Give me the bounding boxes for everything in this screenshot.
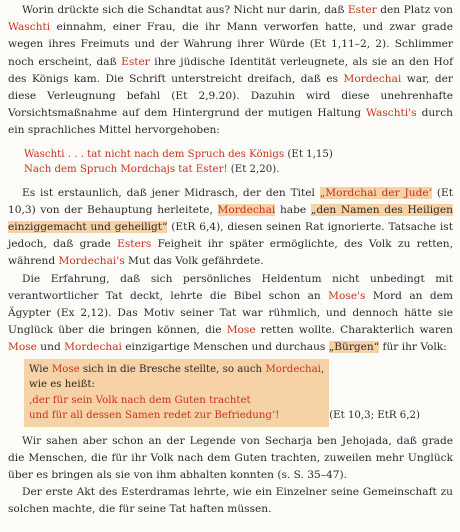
paragraph-5: Der erste Akt des Esterdramas lehrte, wie ein Einzelner seine Gemeinschaft zu solchen machte, die für seine Tat haften müssen. — [8, 486, 453, 516]
paragraph-2 — [8, 185, 453, 271]
text-run: Mut das Volk gefährdete. — [124, 255, 264, 268]
text-run: einnahm, einer Frau, die ihr Mann verworfen hatte, und zwar grade wegen ihres Freimuts und der Wahrung ihrer Würde (Et 1,11–2, 2). Schlimmer noch erscheint, daß — [8, 21, 453, 68]
text-run: (Et 10,3) von der Behauptung herleitete, — [8, 186, 453, 216]
text-run: , — [320, 363, 325, 375]
name-mordechai: Mordechai's — [58, 255, 125, 268]
text-run: einzigartige Menschen und durchaus — [121, 341, 329, 354]
name-waschti: Waschti — [8, 21, 51, 34]
text-run: Wie — [29, 363, 52, 375]
text-run: und — [36, 341, 65, 354]
name-ester: Ester — [347, 4, 377, 16]
name-mordechai: Mordechai — [64, 341, 122, 354]
text-run: habe — [275, 203, 311, 216]
text-run: war, der diese Verleugnung befahl (Et 2,9.20). Dazuhin wird diese unehrenhafte Vorsichtsmaßnahme auf dem Hintergrund der mutigen Haltung — [8, 72, 453, 120]
highlighted-term: „Bürgen“ — [328, 341, 380, 354]
quote-reference: (Et 2,20). — [227, 164, 280, 176]
paragraph-4: Wir sahen aber schon an der Legende von Secharja ben Jehojada, daß grade die Menschen, die für ihr Volk nach dem Guten trachten, zuweilen mehr Unglück über es bringen als sie von ihm abhalten konnten (s. S. 35–47). — [8, 434, 453, 482]
text-run: (EtR 6,4), diesen seinen Rat ignorierte. Tatsache ist jedoch, daß grade — [8, 221, 453, 251]
quote-reference: (Et 1,15) — [284, 148, 333, 160]
paragraph-1 — [8, 2, 453, 140]
text-run: Worin drückte sich die Schandtat aus? Nicht nur darin, daß — [22, 4, 348, 16]
text-run: retten wollte. Charakterlich waren — [255, 324, 454, 337]
text-run: durch ein sprachliches Mittel hervorgehoben: — [8, 107, 454, 137]
text-run: ihre jüdische Identität verleugnete, als sie an den Hof des Königs kam. Die Schrift unterstreicht dreifach, daß es — [8, 55, 453, 85]
highlighted-quote: „den Namen des Heiligen einziggemacht und geheiligt“ — [8, 203, 453, 234]
name-ester: Esters — [117, 238, 152, 251]
quote-line: wie es heißt: — [29, 379, 95, 391]
text-run: den Platz von — [376, 4, 453, 16]
name-mordechai: Mordechai — [265, 363, 321, 375]
name-mordechai: Mordechai — [343, 72, 402, 85]
name-mose: Mose — [8, 341, 37, 354]
text-run: für ihr Volk: — [379, 341, 447, 354]
text-run: Es ist erstaunlich, daß jener Midrasch, der den Titel — [22, 186, 320, 199]
quote-block-2 — [8, 359, 453, 427]
text-run: Die Erfahrung, daß sich persönliches Heldentum nicht unbedingt mit verantwortlicher Tat deckt, lehrte die Bibel schon an — [8, 272, 453, 302]
name-mose: Mose — [226, 324, 256, 337]
quote-line: und für all dessen Samen redet zur Befriedung‘! — [29, 410, 280, 422]
quote-line: ‚der für sein Volk nach dem Guten trachtet — [29, 394, 251, 406]
paragraph-3 — [8, 271, 453, 357]
name-mordechai: Mordechai — [217, 203, 276, 216]
text-run: sich in die Bresche stellte, so auch — [79, 363, 266, 375]
quote-reference: (Et 10,3; EtR 6,2) — [329, 410, 420, 422]
quote-block-1 — [24, 147, 453, 178]
name-mose: Mose — [51, 363, 80, 375]
name-mose: Mose's — [328, 289, 366, 302]
quote-line: Waschti . . . tat nicht nach dem Spruch des Königs — [24, 148, 285, 160]
name-waschti: Waschti's — [366, 107, 417, 120]
name-ester: Ester — [121, 55, 150, 68]
text-run: Feigheit ihr später ermöglichte, des Volk zu retten, während — [8, 238, 453, 268]
text-run: Mord an dem Ägypter (Ex 2,12). Das Motiv seiner Tat war rühmlich, und dennoch hätte sie Unglück über die bringen können, die — [8, 289, 453, 337]
highlighted-title: „Mordchai der Jude‘ — [319, 186, 433, 199]
quote-highlight-box — [24, 359, 329, 427]
quote-line: Nach dem Spruch Mordchajs tat Ester! — [24, 164, 228, 176]
